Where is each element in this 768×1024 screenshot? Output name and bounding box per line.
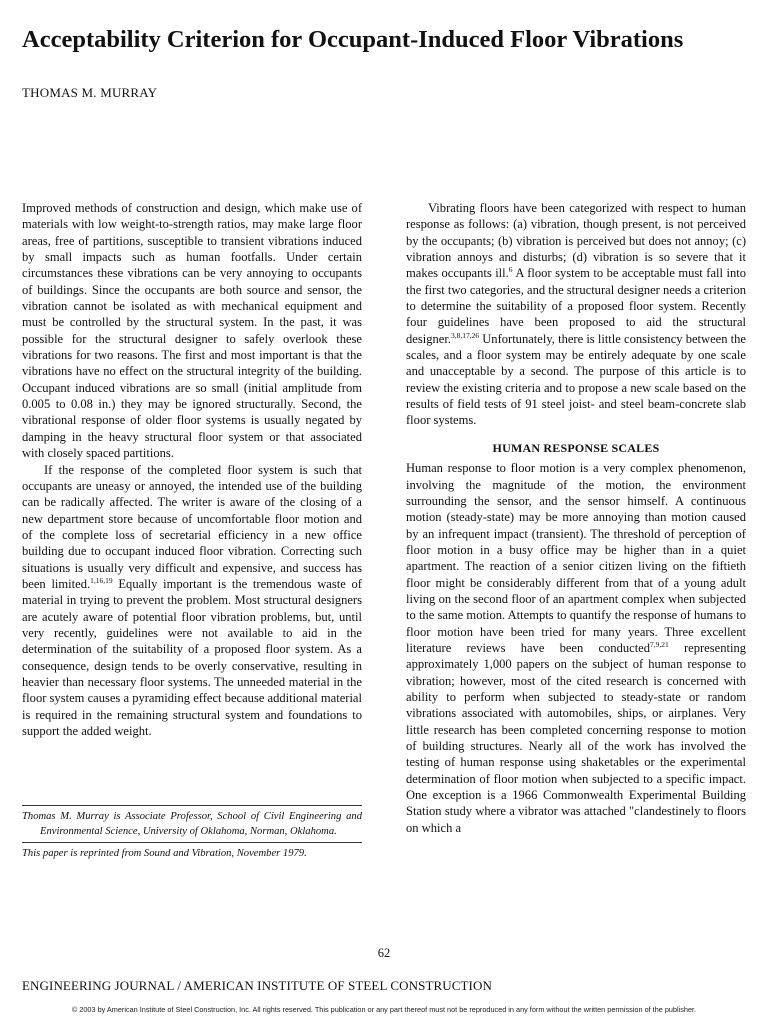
- journal-footer: ENGINEERING JOURNAL / AMERICAN INSTITUTE OF STEEL CONSTRUCTION: [22, 978, 492, 993]
- paragraph-text: A floor system to be acceptable must fall into the first two categories, and the structural designer needs a criterion to determine the suitability of a proposed floor system. Recently four guidelines have been proposed to aid the structural designer.: [406, 266, 747, 346]
- paragraph-text: Equally important is the tremendous waste of material in trying to prevent the problem. Most structural designers are acutely aware of potential floor vibration problems, but, until very recently, guidelines were not available to aid in the determination of the suitability of a proposed floor system. As a consequence, design tends to be overly conservative, resulting in heavier than necessary floor systems. The unneeded material in the floor system causes a pyramiding effect because additional material is required in the remaining structural system and foundations to support the added weight.: [22, 576, 362, 738]
- article-title: Acceptability Criterion for Occupant-Induced Floor Vibrations: [22, 26, 684, 53]
- intro-paragraph: Improved methods of construction and design, which make use of materials with low weight-to-strength ratios, may make large floor areas, free of partitions, susceptible to transient vibrations induced by small impacts such as human footfalls. Under certain circumstances these vibrations can be very annoying to occupants of buildings. Since the occupants are both source and sensor, the vibration cannot be isolated as with mechanical equipment and must be controlled by the structural system. In the past, it was possible for the structural designer to safely overlook these vibrations for two reasons. The first and most important is that the vibrations have no effect on the structural integrity of the building. Occupant induced vibrations are so small (initial amplitude from 0.005 to 0.08 in.) they may be ignored structurally. Second, the vibrational response of older floor systems is usually negated by damping in the heavy structural floor system or that associated with closely spaced partitions.: [22, 201, 362, 461]
- paragraph-text: Human response to floor motion is a very complex phenomenon, involving the magnitude of the motion, the environment surrounding the sensor, and the sensor himself. A continuous motion (steady-state) may be more annoying than motion caused by an infrequent impact (transient). The threshold of perception of floor motion in a busy office may be higher than in a quiet apartment. The reaction of a senior citizen living on the fiftieth floor might be considerably different from that of a young adult living on the second floor of an apartment complex when subjected to the same motion. Attempts to quantify the response of humans to floor motion have been tried for many years. Three excellent literature reviews have been conducted: [406, 461, 746, 655]
- paragraph-text: representing approximately 1,000 papers on the subject of human response to vibration; however, most of the cited research is concerned with ability to perform when subjected to steady-state or random vibrations associated with automobiles, ships, or airplanes. Very little research has been completed concerning response to motion of building structures. Nearly all of the work has involved the testing of human response using shaketables or the experimental determination of floor motion when subjected to a specific impact. One exception is a 1966 Commonwealth Experimental Building Station study where a vibrator was attached "clandestinely to floors on which a: [406, 640, 746, 835]
- citation-superscript: 3,8,17,26: [450, 330, 480, 340]
- second-paragraph: [22, 462, 362, 740]
- citation-superscript: 7,9,21: [650, 639, 669, 649]
- paragraph-text: Unfortunately, there is little consistency between the scales, and a floor system may be entirely adequate by one scale and unacceptable by a second. The purpose of this article is to review the existing criteria and to propose a new scale based on the results of field tests of 91 steel joist- and steel beam-concrete slab floor systems.: [406, 331, 746, 428]
- citation-superscript: 6: [508, 265, 513, 275]
- footnotes: [22, 805, 362, 862]
- categories-paragraph: [406, 200, 746, 429]
- reprint-note: This paper is reprinted from Sound and Vibration, November 1979.: [22, 848, 307, 859]
- citation-superscript: 1,16,19: [90, 575, 113, 585]
- copyright-notice: © 2003 by American Institute of Steel Construction, Inc. All rights reserved. This publication or any part thereof must not be reproduced in any form without the written permission of the publisher.: [71, 1005, 697, 1014]
- author-affiliation-note: Thomas M. Murray is Associate Professor, School of Civil Engineering and Environmental Science, University of Oklahoma, Norman, Oklahoma.: [22, 811, 362, 837]
- right-column: [406, 200, 746, 836]
- human-response-paragraph: [406, 460, 746, 836]
- footnote-rule: [22, 842, 362, 843]
- author-name: THOMAS M. MURRAY: [22, 85, 158, 100]
- page-number: 62: [377, 946, 391, 960]
- footnote-rule: [22, 805, 362, 806]
- paragraph-text: If the response of the completed floor system is such that occupants are uneasy or annoyed, the intended use of the building can be radically affected. The writer is aware of the closing of a new department store because of uncomfortable floor motion and of the complete loss of secretarial efficiency in a new office building due to occupant induced floor vibration. Correcting such situations is usually very difficult and expensive, and success has been limited.: [22, 462, 362, 591]
- paragraph-text: Vibrating floors have been categorized with respect to human response as follows: (a) vibration, though present, is not perceived by the occupants; (b) vibration is perceived but does not annoy; (c) vibration annoys and disturbs; (d) vibration is so severe that it makes occupants ill.: [406, 201, 746, 281]
- section-heading: HUMAN RESPONSE SCALES: [492, 440, 660, 455]
- left-column: [22, 200, 362, 739]
